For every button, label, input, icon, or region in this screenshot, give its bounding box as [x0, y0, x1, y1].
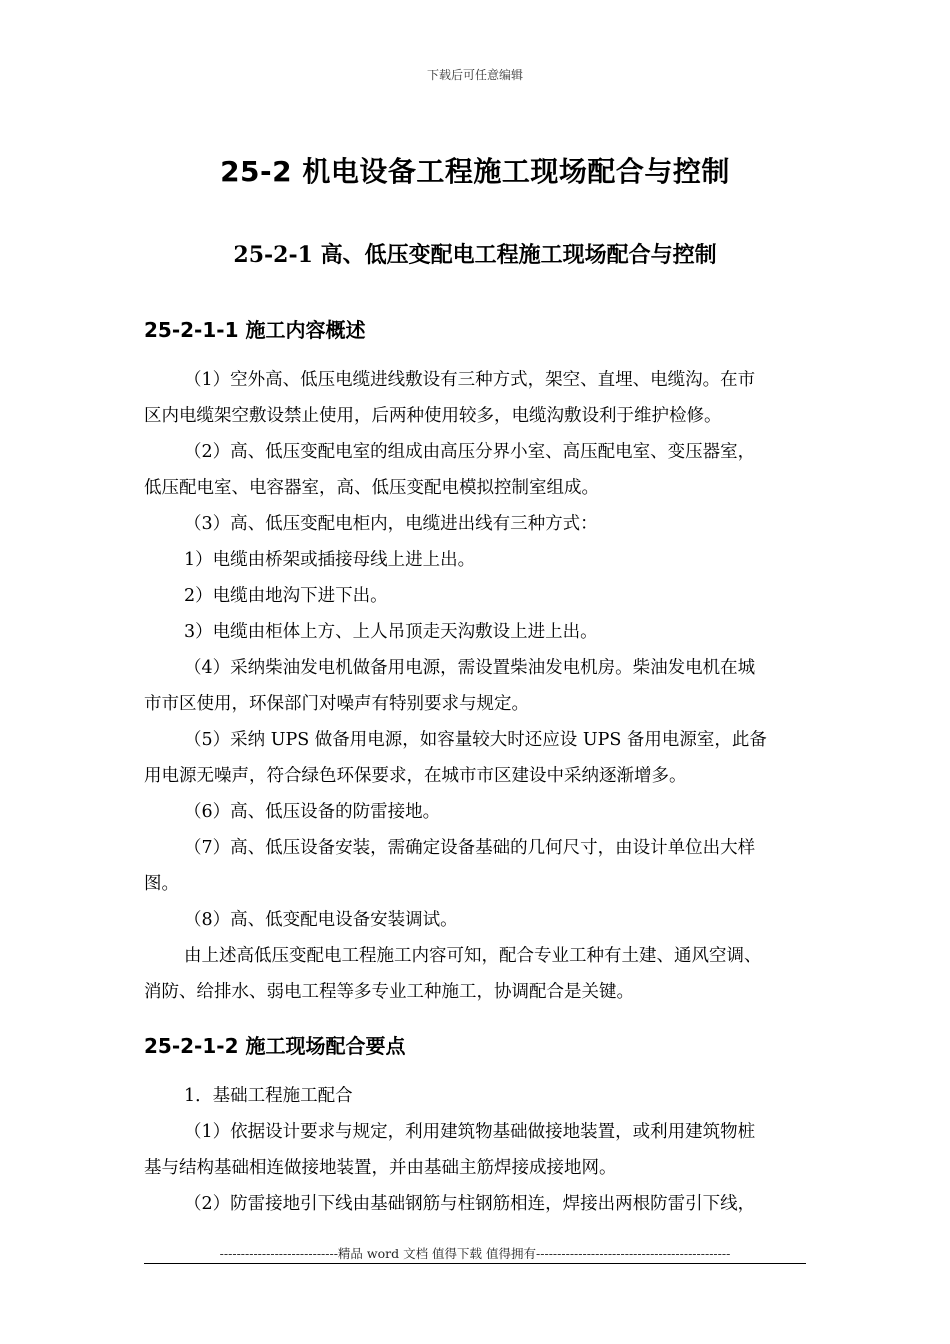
paragraph-line: （7）高、低压设备安装，需确定设备基础的几何尺寸，由设计单位出大样 [184, 838, 756, 858]
section-heading-2: 25-2-1-2 施工现场配合要点 [144, 1034, 406, 1058]
paragraph-line: 消防、给排水、弱电工程等多专业工种施工，协调配合是关键。 [144, 982, 634, 1002]
paragraph-line: 用电源无噪声，符合绿色环保要求，在城市市区建设中采纳逐渐增多。 [144, 766, 687, 786]
paragraph-line: （1）依据设计要求与规定，利用建筑物基础做接地装置，或利用建筑物桩 [184, 1122, 756, 1142]
paragraph-line: 图。 [144, 874, 179, 894]
section-heading-1: 25-2-1-1 施工内容概述 [144, 318, 366, 342]
document-title: 25-2 机电设备工程施工现场配合与控制 [220, 155, 730, 188]
paragraph-line: （4）采纳柴油发电机做备用电源，需设置柴油发电机房。柴油发电机在城 [184, 658, 756, 678]
paragraph-line: （5）采纳 UPS 做备用电源，如容量较大时还应设 UPS 备用电源室，此备 [184, 730, 767, 750]
paragraph-line: 由上述高低压变配电工程施工内容可知，配合专业工种有土建、通风空调、 [184, 946, 762, 966]
paragraph-line: （6）高、低压设备的防雷接地。 [184, 802, 441, 822]
paragraph-line: （8）高、低变配电设备安装调试。 [184, 910, 458, 930]
paragraph-line: 3）电缆由柜体上方、上人吊顶走天沟敷设上进上出。 [184, 622, 598, 642]
footer-divider [144, 1263, 806, 1264]
paragraph-line: （2）防雷接地引下线由基础钢筋与柱钢筋相连，焊接出两根防雷引下线， [184, 1194, 756, 1214]
paragraph-line: （1）空外高、低压电缆进线敷设有三种方式，架空、直埋、电缆沟。在市 [184, 370, 756, 390]
paragraph-line: 1．基础工程施工配合 [184, 1086, 353, 1106]
paragraph-line: （3）高、低压变配电柜内，电缆进出线有三种方式： [184, 514, 598, 534]
page-header: 下载后可任意编辑 [426, 68, 523, 82]
document-subtitle: 25-2-1 高、低压变配电工程施工现场配合与控制 [233, 242, 717, 268]
paragraph-line: 基与结构基础相连做接地装置，并由基础主筋焊接成接地网。 [144, 1158, 617, 1178]
paragraph-line: 1）电缆由桥架或插接母线上进上出。 [184, 550, 476, 570]
paragraph-line: 区内电缆架空敷设禁止使用，后两种使用较多，电缆沟敷设利于维护检修。 [144, 406, 722, 426]
page-footer: ----------------------------精品 word 文档 值得下载 值得拥有---------------------------------------------- [219, 1246, 731, 1261]
paragraph-line: 2）电缆由地沟下进下出。 [184, 586, 388, 606]
paragraph-line: 市市区使用，环保部门对噪声有特别要求与规定。 [144, 694, 529, 714]
paragraph-line: （2）高、低压变配电室的组成由高压分界小室、高压配电室、变压器室， [184, 442, 756, 462]
paragraph-line: 低压配电室、电容器室，高、低压变配电模拟控制室组成。 [144, 478, 599, 498]
